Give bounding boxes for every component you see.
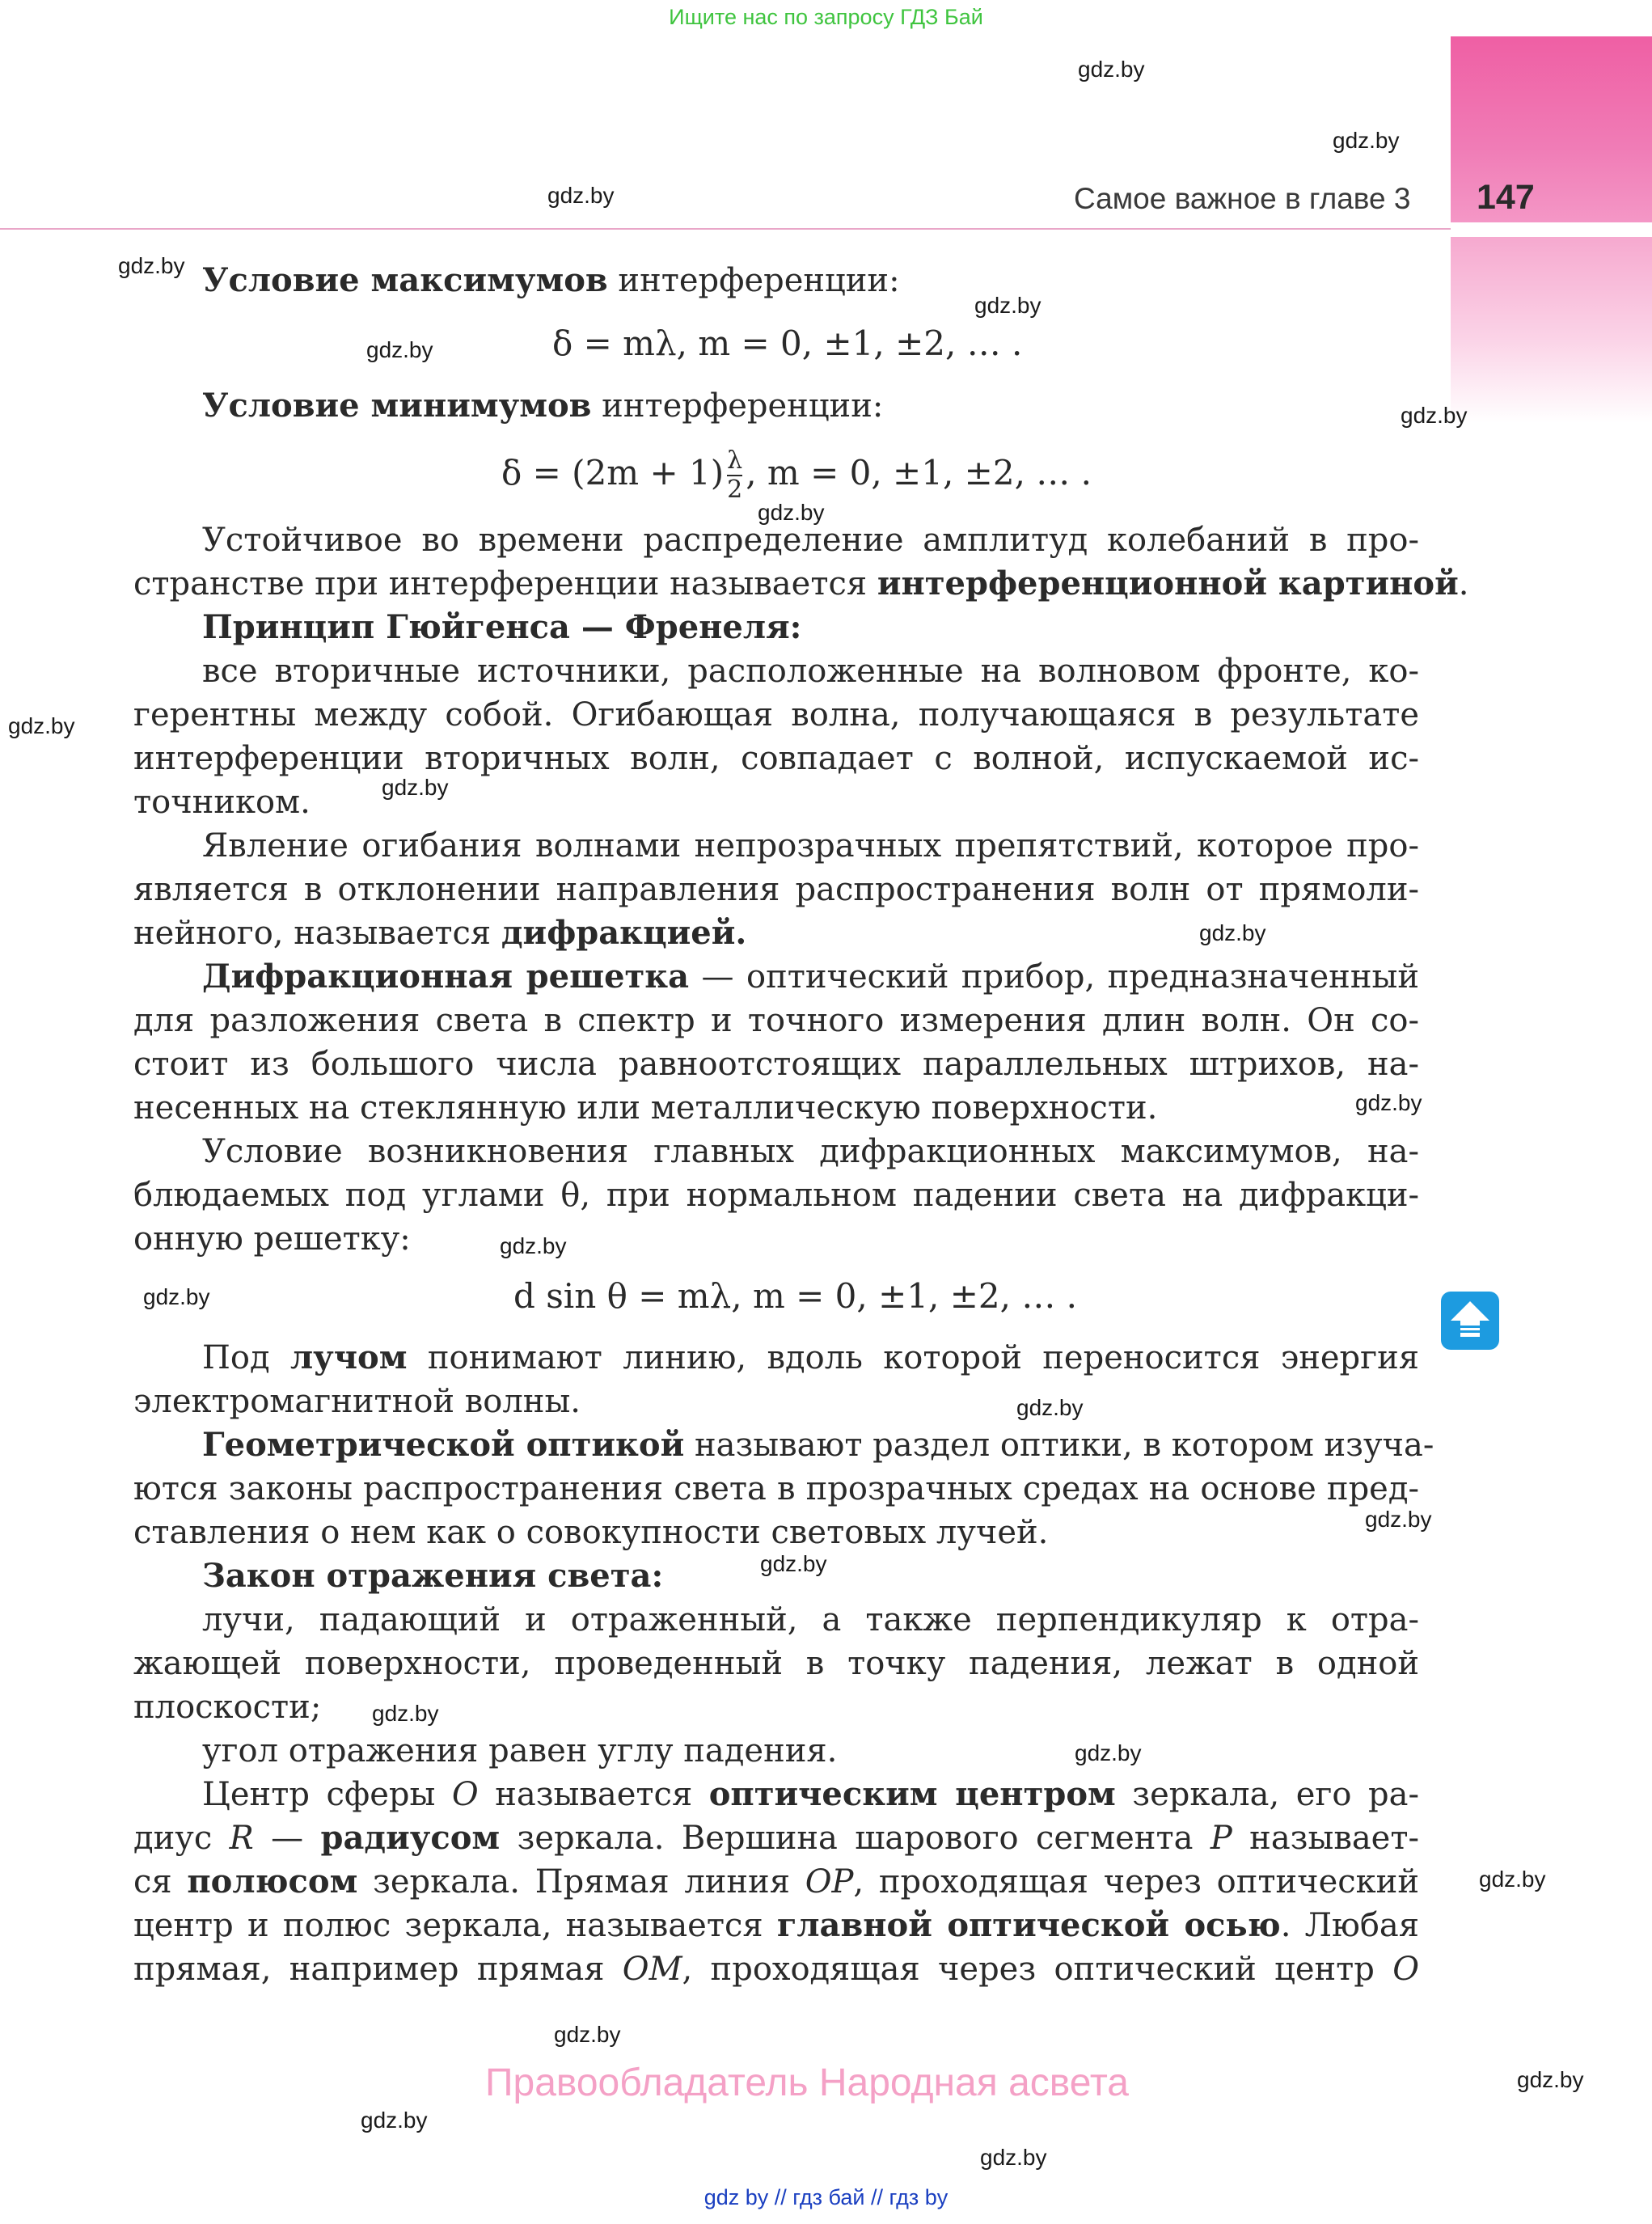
header-rule (0, 228, 1451, 230)
copyright-footer: Правообладатель Народная асвета (485, 2061, 1129, 2104)
paragraph-line: Явление огибания волнами непрозрачных препятствий, которое про- (202, 827, 1419, 865)
paragraph-line: Дифракционная решетка — оптический прибор, предназначенный (202, 958, 1419, 996)
paragraph-line: ся полюсом зеркала. Прямая линия OP, проходящая через оптический (133, 1862, 1419, 1901)
paragraph-line: прямая, например прямая OM, проходящая через оптический центр O (133, 1951, 1419, 1988)
watermark: gdz.by (361, 2108, 428, 2133)
paragraph-line: ются законы распространения света в прозрачных средах на основе пред- (133, 1470, 1419, 1507)
paragraph-line: ставления о нем как о совокупности световых лучей. (133, 1514, 1049, 1551)
paragraph-line: стоит из большого числа равноотстоящих параллельных штрихов, на- (133, 1046, 1419, 1083)
watermark: gdz.by (758, 500, 825, 525)
paragraph-line: онную решетку: (133, 1220, 411, 1258)
watermark: gdz.by (1078, 57, 1145, 82)
watermark: gdz.by (1517, 2067, 1584, 2092)
min-condition-heading: Условие минимумов интерференции: (202, 387, 884, 425)
home-icon[interactable] (1439, 1290, 1501, 1351)
reflection-heading: Закон отражения света: (202, 1557, 664, 1595)
watermark: gdz.by (1355, 1090, 1422, 1115)
formula-min: δ = (2m + 1) $\frac{\lambda}{2}$ , m = 0, ±1, ±2, … . (501, 446, 1092, 504)
paragraph-line: герентны между собой. Огибающая волна, получающаяся в результате (133, 696, 1419, 734)
watermark: gdz.by (1016, 1395, 1084, 1420)
paragraph-line: угол отражения равен углу падения. (202, 1732, 838, 1769)
paragraph-line: точником. (133, 784, 311, 821)
watermark: gdz.by (366, 337, 433, 362)
paragraph-line: блюдаемых под углами θ, при нормальном падении света на дифракци- (133, 1177, 1419, 1214)
paragraph-line: Центр сферы O называется оптическим центром зеркала, его ра- (202, 1775, 1419, 1813)
watermark: gdz.by (1199, 920, 1266, 945)
paragraph-line: центр и полюс зеркала, называется главной оптической осью. Любая (133, 1906, 1420, 1944)
watermark: gdz.by (554, 2022, 621, 2047)
watermark: gdz.by (500, 1233, 567, 1258)
bottom-links[interactable]: gdz by // гдз бай // гдз by (703, 2185, 949, 2209)
paragraph-line: для разложения света в спектр и точного измерения длин волн. Он со- (133, 1002, 1419, 1039)
paragraph-line: странстве при интерференции называется интерференционной картиной. (133, 564, 1469, 603)
page-number: 147 (1477, 178, 1535, 217)
paragraph-line: диус R — радиусом зеркала. Вершина шарового сегмента P называет- (133, 1819, 1419, 1857)
watermark: gdz.by (372, 1701, 439, 1726)
paragraph-line: плоскости; (133, 1689, 322, 1726)
paragraph-line: Условие возникновения главных дифракционных максимумов, на- (202, 1133, 1419, 1170)
watermark: gdz.by (143, 1284, 210, 1309)
paragraph-line: все вторичные источники, расположенные на волновом фронте, ко- (202, 653, 1419, 690)
watermark: gdz.by (974, 293, 1041, 318)
watermark: gdz.by (547, 183, 615, 208)
watermark: gdz.by (1365, 1507, 1432, 1532)
paragraph-line: лучи, падающий и отраженный, а также перпендикуляр к отра- (202, 1601, 1419, 1638)
formula-grating: d sin θ = mλ, m = 0, ±1, ±2, … . (513, 1276, 1078, 1316)
watermark: gdz.by (1333, 128, 1400, 153)
max-condition-heading: Условие максимумов интерференции: (202, 261, 900, 299)
paragraph-line: Геометрической оптикой называют раздел оптики, в котором изуча- (202, 1426, 1434, 1464)
watermark: gdz.by (8, 713, 75, 738)
watermark: gdz.by (1479, 1867, 1546, 1892)
paragraph-line: жающей поверхности, проведенный в точку падения, лежат в одной (133, 1645, 1419, 1682)
watermark: gdz.by (1401, 403, 1468, 428)
paragraph-line: Под лучом понимают линию, вдоль которой переносится энергия (202, 1338, 1420, 1376)
watermark: gdz.by (1075, 1740, 1142, 1765)
watermark: gdz.by (760, 1551, 827, 1576)
chapter-tab-fade (1451, 237, 1652, 423)
watermark: gdz.by (382, 775, 449, 800)
paragraph-line: является в отклонении направления распространения волн от прямоли- (133, 871, 1419, 908)
paragraph-line: Устойчивое во времени распределение амплитуд колебаний в про- (202, 522, 1419, 559)
huygens-heading: Принцип Гюйгенса — Френеля: (202, 608, 802, 646)
paragraph-line: интерференции вторичных волн, совпадает с волной, испускаемой ис- (133, 740, 1419, 777)
watermark: gdz.by (118, 253, 185, 278)
watermark: gdz.by (980, 2145, 1047, 2170)
paragraph-line: несенных на стеклянную или металлическую поверхности. (133, 1089, 1158, 1127)
paragraph-line: нейного, называется дифракцией. (133, 914, 747, 952)
paragraph-line: электромагнитной волны. (133, 1383, 581, 1420)
running-header: Самое важное в главе 3 (1074, 182, 1411, 215)
top-banner[interactable]: Ищите нас по запросу ГДЗ Бай (669, 5, 983, 29)
formula-max: δ = mλ, m = 0, ±1, ±2, … . (552, 323, 1023, 363)
